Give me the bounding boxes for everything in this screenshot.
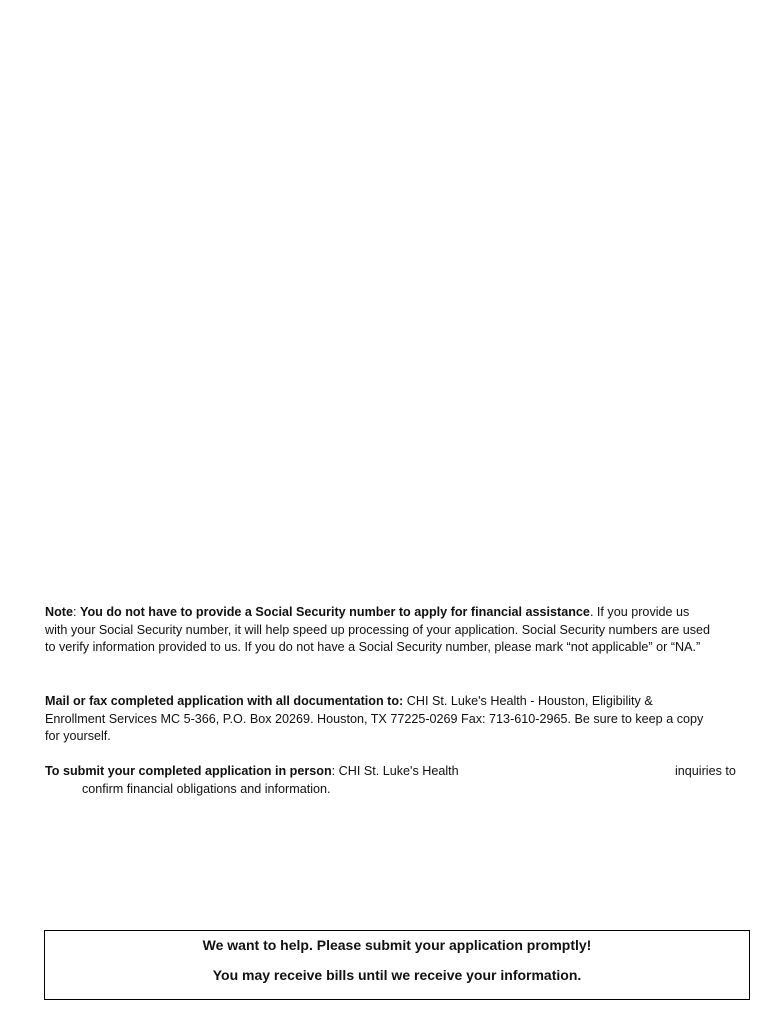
ssn-note-paragraph	[45, 604, 715, 657]
note-body: . If you provide us with your Social Security number, it will help speed up processing of your application. Social Security numbers are used to verify information provided to us. If you do not have a Social Security number, please mark “not applicable” or “NA.”	[45, 605, 711, 654]
in-person-bold-lead: To submit your completed application in person	[45, 764, 332, 778]
note-bold-statement: You do not have to provide a Social Security number to apply for financial assistance	[80, 605, 590, 619]
in-person-inquiries-text: inquiries to	[675, 764, 736, 778]
help-notice-line-2: You may receive bills until we receive your information.	[212, 967, 582, 983]
mail-body: CHI St. Luke's Health - Houston, Eligibility & Enrollment Services MC 5-366, P.O. Box 20269. Houston, TX 77225-0269 Fax: 713-610-2965. Be sure to keep a copy for yourself.	[45, 694, 704, 743]
note-separator: :	[73, 605, 80, 619]
mail-bold-lead: Mail or fax completed application with all documentation to:	[45, 694, 404, 708]
note-label: Note	[45, 605, 73, 619]
in-person-line-1	[45, 763, 745, 781]
mail-fax-paragraph	[45, 693, 715, 746]
in-person-line-2: confirm financial obligations and information.	[82, 781, 331, 796]
help-notice-line-1: We want to help. Please submit your application promptly!	[202, 937, 592, 953]
help-notice-box	[44, 930, 750, 1000]
in-person-paragraph	[45, 763, 745, 798]
in-person-body-start: : CHI St. Luke's Health	[331, 764, 459, 778]
